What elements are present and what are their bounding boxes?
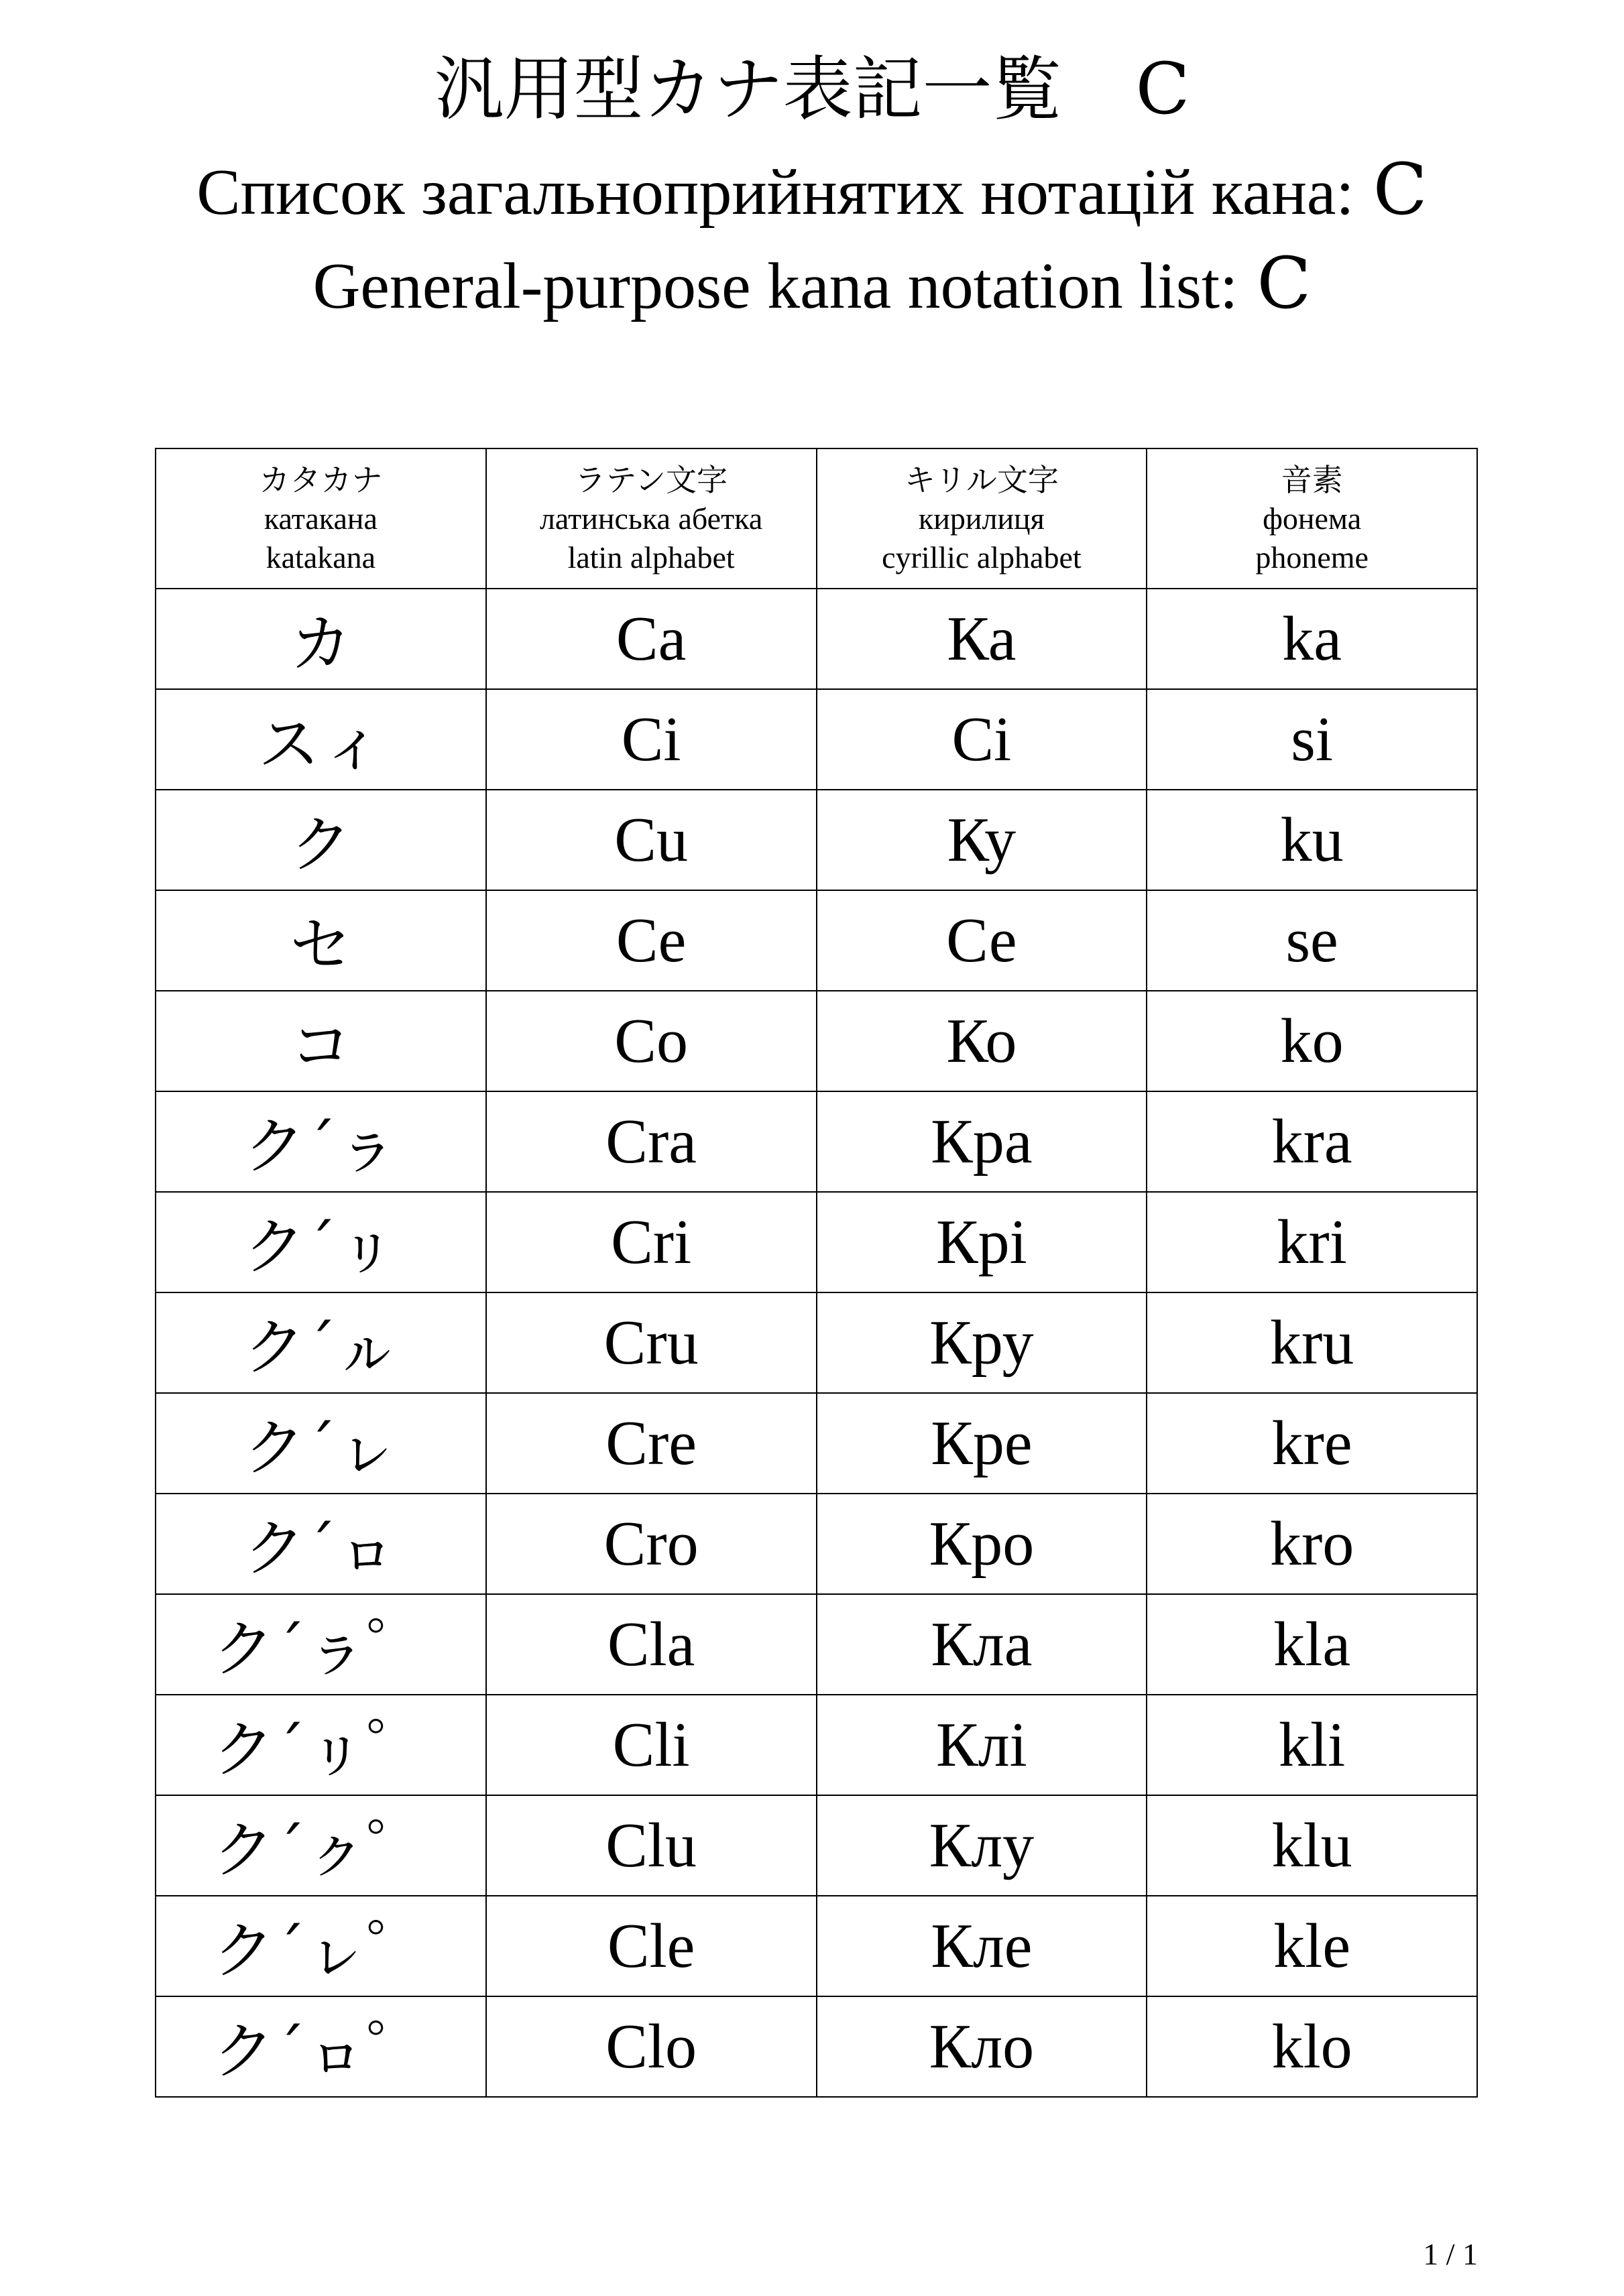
- cell-latin: Cru: [486, 1292, 817, 1393]
- cell-latin: Cri: [486, 1192, 817, 1292]
- cell-kana: カ: [156, 589, 486, 689]
- header-latin-uk: латинська абетка: [539, 501, 763, 536]
- cell-kana: コ: [156, 991, 486, 1091]
- table-row: [156, 1292, 1477, 1393]
- cell-cyrillic: Ко: [817, 991, 1147, 1091]
- page-number: 1 / 1: [1423, 2237, 1478, 2271]
- header-latin: [486, 448, 817, 589]
- cell-phoneme: kra: [1147, 1091, 1477, 1192]
- header-latin-en: latin alphabet: [567, 540, 735, 575]
- cell-phoneme: kle: [1147, 1896, 1477, 1996]
- header-phoneme-uk: фонема: [1263, 501, 1362, 536]
- cell-latin: Ca: [486, 589, 817, 689]
- table-row: [156, 689, 1477, 790]
- cell-cyrillic: Кло: [817, 1996, 1147, 2097]
- cell-phoneme: klu: [1147, 1795, 1477, 1896]
- cell-phoneme: ka: [1147, 589, 1477, 689]
- cell-phoneme: klo: [1147, 1996, 1477, 2097]
- cell-phoneme: si: [1147, 689, 1477, 790]
- cell-kana: ク´ㇽ: [156, 1292, 486, 1393]
- header-cyrillic-en: cyrillic alphabet: [882, 540, 1082, 575]
- cell-cyrillic: Се: [817, 890, 1147, 991]
- title-ukrainian: [0, 148, 1624, 231]
- cell-cyrillic: Кла: [817, 1594, 1147, 1695]
- title-japanese-text: 汎用型カナ表記一覧: [434, 48, 1062, 130]
- cell-phoneme: kre: [1147, 1393, 1477, 1494]
- cell-cyrillic: Кро: [817, 1494, 1147, 1594]
- cell-phoneme: kri: [1147, 1192, 1477, 1292]
- header-cyrillic-ja: キリル文字: [904, 461, 1059, 498]
- cell-kana: スィ: [156, 689, 486, 790]
- cell-latin: Cra: [486, 1091, 817, 1192]
- cell-latin: Ci: [486, 689, 817, 790]
- cell-latin: Co: [486, 991, 817, 1091]
- cell-latin: Clo: [486, 1996, 817, 2097]
- cell-latin: Cli: [486, 1695, 817, 1795]
- cell-cyrillic: Кре: [817, 1393, 1147, 1494]
- table-header-row: [156, 448, 1477, 589]
- title-ukrainian-text: Список загальноприйнятих нотацій кана:: [196, 156, 1354, 229]
- header-phoneme-en: phoneme: [1255, 540, 1369, 575]
- table-row: [156, 1393, 1477, 1494]
- table-row: [156, 1795, 1477, 1896]
- title-japanese-letter: C: [1135, 48, 1190, 130]
- cell-kana: セ: [156, 890, 486, 991]
- table-row: [156, 1192, 1477, 1292]
- table-row: [156, 1695, 1477, 1795]
- cell-cyrillic: Клу: [817, 1795, 1147, 1896]
- cell-phoneme: kru: [1147, 1292, 1477, 1393]
- cell-kana: ク´ㇰ゜: [156, 1795, 486, 1896]
- title-english-letter: C: [1257, 242, 1312, 324]
- header-katakana: [156, 448, 486, 589]
- cell-cyrillic: Ку: [817, 790, 1147, 890]
- cell-cyrillic: Клі: [817, 1695, 1147, 1795]
- title-ukrainian-letter: C: [1373, 148, 1428, 231]
- cell-kana: ク´ㇻ゜: [156, 1594, 486, 1695]
- cell-phoneme: kro: [1147, 1494, 1477, 1594]
- title-english: [0, 242, 1624, 324]
- cell-latin: Clu: [486, 1795, 817, 1896]
- cell-cyrillic: Кра: [817, 1091, 1147, 1192]
- cell-latin: Cre: [486, 1393, 817, 1494]
- header-katakana-ja: カタカナ: [259, 461, 383, 498]
- kana-notation-table: [155, 448, 1478, 2098]
- table-row: [156, 1896, 1477, 1996]
- title-english-text: General-purpose kana notation list:: [312, 250, 1238, 322]
- cell-kana: ク´ㇻ: [156, 1091, 486, 1192]
- table-row: [156, 1594, 1477, 1695]
- header-katakana-uk: катакана: [264, 501, 378, 536]
- cell-latin: Cla: [486, 1594, 817, 1695]
- cell-cyrillic: Кру: [817, 1292, 1147, 1393]
- cell-kana: ク´ㇾ: [156, 1393, 486, 1494]
- cell-kana: ク´ㇼ゜: [156, 1695, 486, 1795]
- cell-kana: ク´ㇿ: [156, 1494, 486, 1594]
- table-row: [156, 1091, 1477, 1192]
- cell-phoneme: ku: [1147, 790, 1477, 890]
- table-row: [156, 589, 1477, 689]
- header-phoneme: [1147, 448, 1477, 589]
- header-phoneme-ja: 音素: [1281, 461, 1343, 498]
- cell-kana: ク´ㇼ: [156, 1192, 486, 1292]
- header-cyrillic-uk: кирилиця: [918, 501, 1045, 536]
- title-japanese: [0, 48, 1624, 130]
- cell-latin: Cle: [486, 1896, 817, 1996]
- cell-phoneme: se: [1147, 890, 1477, 991]
- cell-cyrillic: Сі: [817, 689, 1147, 790]
- cell-kana: ク´ㇾ゜: [156, 1896, 486, 1996]
- cell-cyrillic: Крі: [817, 1192, 1147, 1292]
- cell-kana: ク: [156, 790, 486, 890]
- header-katakana-en: katakana: [266, 540, 376, 575]
- cell-latin: Ce: [486, 890, 817, 991]
- cell-phoneme: ko: [1147, 991, 1477, 1091]
- cell-latin: Cro: [486, 1494, 817, 1594]
- cell-cyrillic: Кле: [817, 1896, 1147, 1996]
- header-cyrillic: [817, 448, 1147, 589]
- table-row: [156, 1494, 1477, 1594]
- cell-phoneme: kli: [1147, 1695, 1477, 1795]
- cell-latin: Cu: [486, 790, 817, 890]
- table-row: [156, 890, 1477, 991]
- cell-cyrillic: Ка: [817, 589, 1147, 689]
- cell-kana: ク´ㇿ゜: [156, 1996, 486, 2097]
- header-latin-ja: ラテン文字: [575, 461, 728, 498]
- table-row: [156, 991, 1477, 1091]
- table-row: [156, 790, 1477, 890]
- table-row: [156, 1996, 1477, 2097]
- cell-phoneme: kla: [1147, 1594, 1477, 1695]
